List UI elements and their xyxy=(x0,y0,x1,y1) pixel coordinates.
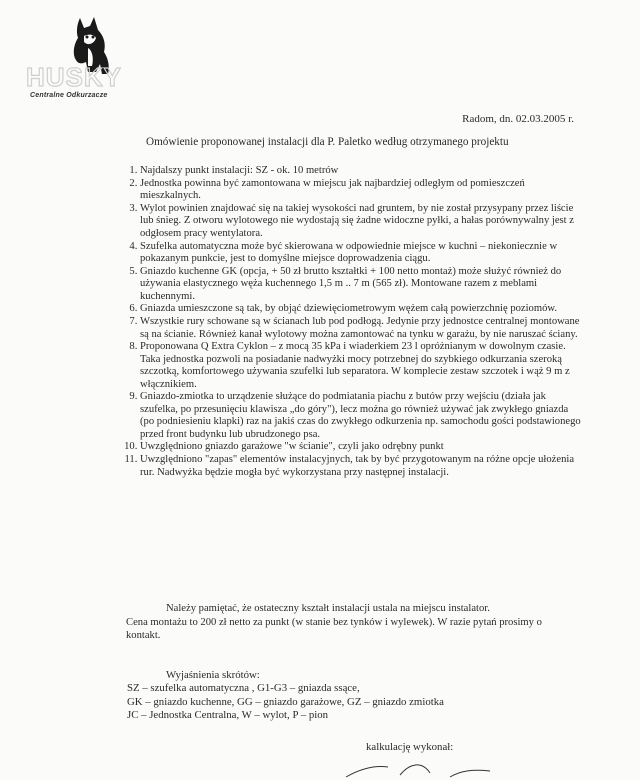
closing-note xyxy=(126,602,566,643)
husky-logo xyxy=(22,14,140,99)
abbreviation-line: SZ – szufelka automatyczna , G1-G3 – gniazda ssące, xyxy=(127,682,360,694)
abbreviation-line: GK – gniazdo kuchenne, GG – gniazdo garażowe, GZ – gniazdo zmiotka xyxy=(127,695,444,708)
document-date: Radom, dn. 02.03.2005 r. xyxy=(462,113,574,125)
list-item: 11. Uwzględniono "zapas" elementów instalacyjnych, tak by być przygotowanym na różne opcje ułożenia rur. Nadwyżka będzie mogła być wykorzystana przy następnej instalacji. xyxy=(140,454,584,479)
installation-notes-list xyxy=(122,165,584,479)
list-item: 8. Proponowana Q Extra Cyklon – z mocą 35 kPa i wiaderkiem 23 l opróżnianym w dowolnym czasie. Taka jednostka pozwoli na posiadanie nadwyżki mocy potrzebnej do szybkiego odkurzania szeroką szczotką, komfortowego używania szufelki lub separatora. W komplecie zestaw szczotek i wąż 9 m z włącznikiem. xyxy=(140,341,584,391)
handwritten-signature-icon xyxy=(340,755,500,780)
document-intro: Omówienie proponowanej instalacji dla P. Paletko według otrzymanego projektu xyxy=(146,136,509,148)
list-item: 6. Gniazda umieszczone są tak, by objąć dziewięciometrowym wężem całą powierzchnię poziomów. xyxy=(140,303,584,315)
list-item: 3. Wylot powinien znajdować się na takiej wysokości nad gruntem, by nie został przysypany przez liście lub śnieg. Z otworu wylotowego nie wydostają się żadne widoczne pyłki, a hałas porównywalny jest z odgłosem pracy wentylatora. xyxy=(140,203,584,240)
note-line: Cena montażu to 200 zł netto za punkt (w stanie bez tynków i wylewek). W razie pytań prosimy o kontakt. xyxy=(126,616,542,641)
svg-text:HUSKY: HUSKY xyxy=(26,62,123,92)
signature-label: kalkulację wykonał: xyxy=(366,741,454,753)
list-item: 2. Jednostka powinna być zamontowana w miejscu jak najbardziej odległym od pomieszczeń mieszkalnych. xyxy=(140,178,584,203)
abbreviation-line: JC – Jednostka Centralna, W – wylot, P – pion xyxy=(127,709,329,722)
list-item: 7. Wszystkie rury schowane są w ścianach lub pod podłogą. Jedynie przy jednostce centralnej montowane są na ścianie. Również kanał wylotowy można zamontować na tynku w garażu, by nie naruszać ściany. xyxy=(140,316,584,341)
logo-subtitle: Centralne Odkurzacze xyxy=(30,92,108,99)
abbreviations-list xyxy=(127,682,567,723)
list-item: 5. Gniazdo kuchenne GK (opcja, + 50 zł brutto kształtki + 100 netto montaż) może służyć również do używania elastycznego węża kuchennego 1,5 m .. 7 m (565 zł). Montowane razem z meblami kuchennymi. xyxy=(140,266,584,303)
list-item: 1. Najdalszy punkt instalacji: SZ - ok. 10 metrów xyxy=(140,165,584,177)
abbreviations-title: Wyjaśnienia skrótów: xyxy=(166,669,260,681)
list-item: 9. Gniazdo-zmiotka to urządzenie służące do podmiatania piachu z butów przy wejściu (działa jak szufelka, po przesunięciu klawisza „do góry"), lecz można go również używać jak zwykłego gniazda (po podniesieniu klapki) raz na jakiś czas do zwykłego odkurzenia np. samochodu gości podstawionego przed front budynku lub ubrudzonego psa. xyxy=(140,391,584,441)
note-line: Należy pamiętać, że ostateczny kształt instalacji ustala na miejscu instalator. xyxy=(166,603,490,614)
husky-dog-logo-icon xyxy=(22,14,140,94)
list-item: 4. Szufelka automatyczna może być skierowana w odpowiednie miejsce w kuchni – niekoniecznie w pokazanym punkcie, jest to domyślne miejsce doprowadzenia ciągu. xyxy=(140,241,584,266)
list-item: 10. Uwzględniono gniazdo garażowe "w ścianie", czyli jako odrębny punkt xyxy=(140,441,584,453)
